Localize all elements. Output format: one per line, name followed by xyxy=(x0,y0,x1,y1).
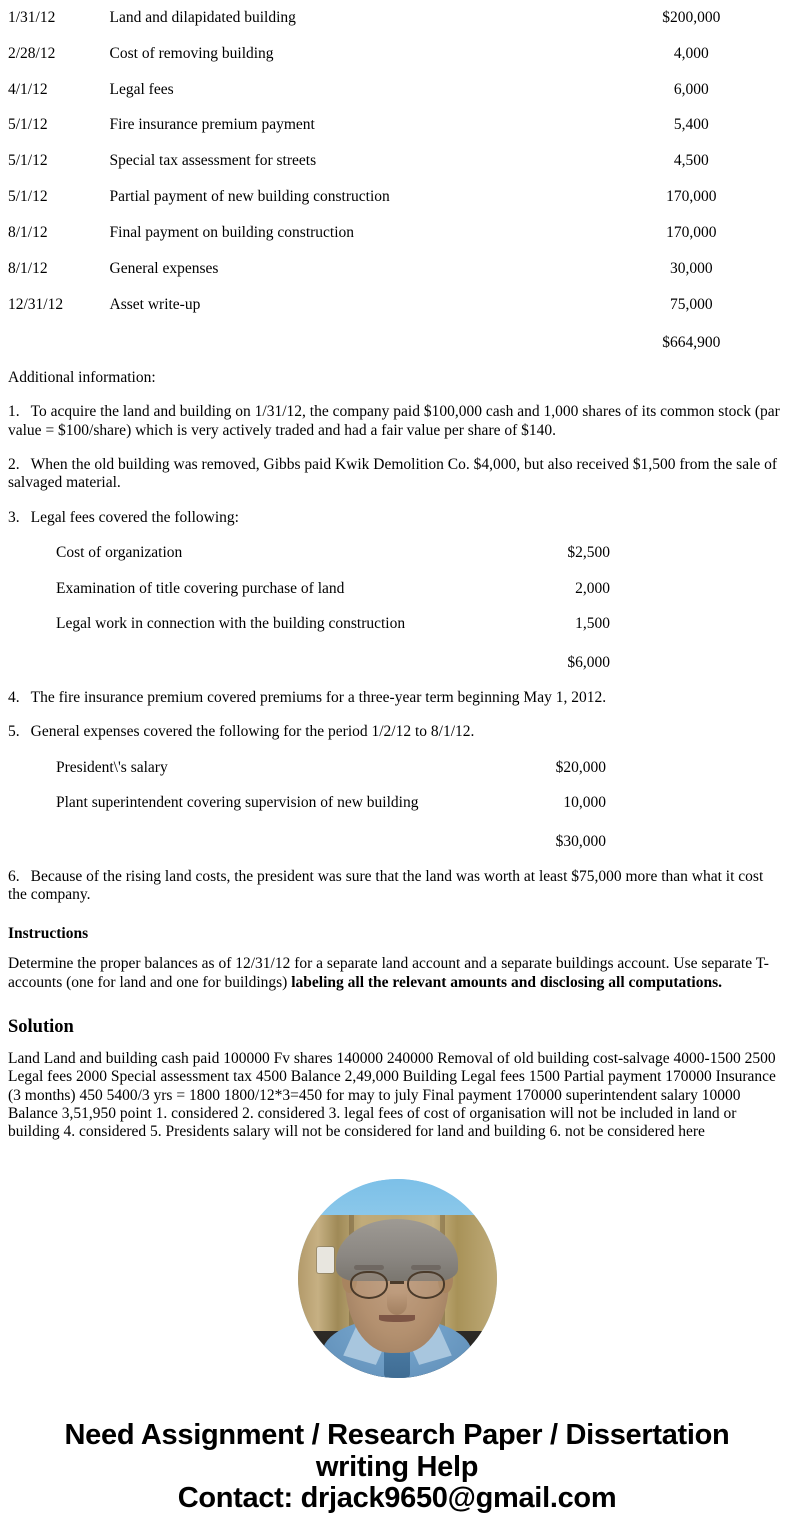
cost-row-date: 5/1/12 xyxy=(8,188,48,206)
cost-summary-table xyxy=(0,0,794,361)
promo-footer xyxy=(0,1378,794,1514)
general-expenses-total-amount: $30,000 xyxy=(555,833,606,851)
general-expense-label: President\'s salary xyxy=(56,758,168,776)
cost-row-amount: 75,000 xyxy=(670,295,713,313)
general-expense-amount: $20,000 xyxy=(555,758,606,776)
general-expenses-table xyxy=(0,750,794,860)
cost-row-amount: 170,000 xyxy=(666,223,717,241)
additional-info-item-2 xyxy=(0,448,794,501)
cost-row-amount: 170,000 xyxy=(666,188,717,206)
additional-info-item-6 xyxy=(0,860,794,913)
solution-heading: Solution xyxy=(8,1016,74,1037)
table-row xyxy=(0,785,794,821)
cost-row-description: Legal fees xyxy=(109,80,174,98)
table-row xyxy=(0,750,794,786)
legal-fees-total-row xyxy=(0,642,794,681)
cost-row-description: Fire insurance premium payment xyxy=(109,116,315,134)
table-row xyxy=(0,535,794,571)
cost-row-amount: 4,000 xyxy=(673,44,709,62)
cost-row-date: 5/1/12 xyxy=(8,116,48,134)
cost-row-description: General expenses xyxy=(109,259,219,277)
item-3-number: 3. xyxy=(8,508,20,526)
cost-row-date: 8/1/12 xyxy=(8,259,48,277)
cost-row-description: Partial payment of new building construction xyxy=(109,188,390,206)
general-expenses-table-body xyxy=(0,750,794,860)
photo-eyeglass-left xyxy=(350,1271,388,1299)
photo-eyebrow-right xyxy=(411,1265,441,1270)
instructions-heading: Instructions xyxy=(8,924,89,942)
promo-line-2: writing Help xyxy=(315,1450,479,1483)
table-row xyxy=(0,36,794,72)
photo-wall-switch xyxy=(317,1247,334,1273)
item-5-text: General expenses covered the following for the period 1/2/12 to 8/1/12. xyxy=(30,723,475,741)
cost-row-amount: $200,000 xyxy=(662,9,721,26)
table-row xyxy=(0,251,794,287)
cost-row-description: Asset write-up xyxy=(109,295,201,313)
cost-total-spacer-date xyxy=(0,322,110,361)
cost-row-date: 4/1/12 xyxy=(8,80,48,98)
photo-mouth xyxy=(379,1315,415,1322)
cost-table-body xyxy=(0,0,794,361)
general-expenses-total-row xyxy=(0,821,794,860)
additional-info-item-5 xyxy=(0,715,794,749)
item-5-number: 5. xyxy=(8,723,20,741)
additional-info-item-1 xyxy=(0,395,794,448)
legal-fee-amount: 2,000 xyxy=(575,579,610,597)
item-1-text: To acquire the land and building on 1/31/12, the company paid $100,000 cash and 1,000 shares of its common stock (par value = $100/share) which is very actively traded and had a fair value per share of $140. xyxy=(8,403,780,439)
additional-info-item-3 xyxy=(0,501,794,535)
item-6-number: 6. xyxy=(8,868,20,886)
cost-row-description: Cost of removing building xyxy=(109,44,274,62)
photo-eyeglass-bridge xyxy=(390,1281,404,1284)
legal-fee-amount: $2,500 xyxy=(567,543,610,561)
cost-row-amount: 30,000 xyxy=(670,259,713,277)
table-row xyxy=(0,179,794,215)
cost-row-amount: 5,400 xyxy=(673,116,709,134)
avatar-container xyxy=(0,1149,794,1378)
cost-row-description: Land and dilapidated building xyxy=(109,9,296,26)
table-row xyxy=(0,0,794,36)
item-4-text: The fire insurance premium covered premiums for a three-year term beginning May 1, 2012. xyxy=(30,689,607,707)
legal-fee-label: Examination of title covering purchase of land xyxy=(56,579,345,597)
cost-total-spacer-desc xyxy=(110,322,589,361)
table-row xyxy=(0,606,794,642)
cost-row-amount: 6,000 xyxy=(673,80,709,98)
promo-line-1: Need Assignment / Research Paper / Dissertation xyxy=(64,1419,730,1452)
additional-info-item-4 xyxy=(0,681,794,715)
promo-contact-email: Contact: drjack9650@gmail.com xyxy=(177,1482,617,1514)
item-2-number: 2. xyxy=(8,455,20,473)
table-row xyxy=(0,215,794,251)
legal-fees-table xyxy=(0,535,794,681)
general-expenses-total-spacer xyxy=(0,821,500,860)
cost-row-date: 2/28/12 xyxy=(8,44,56,62)
photo-eyebrow-left xyxy=(354,1265,384,1270)
table-row xyxy=(0,72,794,108)
cost-table-total-row xyxy=(0,322,794,361)
photo-nose xyxy=(387,1293,407,1315)
table-row xyxy=(0,107,794,143)
item-4-number: 4. xyxy=(8,689,20,707)
cost-row-date: 12/31/12 xyxy=(8,295,64,313)
item-2-text: When the old building was removed, Gibbs paid Kwik Demolition Co. $4,000, but also received $1,500 from the sale of salvaged material. xyxy=(8,455,778,492)
table-row xyxy=(0,571,794,607)
instructions-paragraph xyxy=(0,947,794,1000)
instructions-text-normal: Determine the proper balances as of 12/31/12 for a separate land account and a separate buildings account. Use separate T-accounts (one for land and one for buildings) xyxy=(8,955,769,991)
legal-fees-table-body xyxy=(0,535,794,681)
legal-fee-amount: 1,500 xyxy=(575,615,610,633)
cost-row-date: 5/1/12 xyxy=(8,152,48,170)
general-expense-amount: 10,000 xyxy=(563,794,606,812)
additional-information-heading: Additional information: xyxy=(8,369,156,387)
cost-row-amount: 4,500 xyxy=(673,152,709,170)
general-expense-label: Plant superintendent covering supervision of new building xyxy=(56,794,419,812)
legal-fees-total-spacer xyxy=(0,642,500,681)
table-row xyxy=(0,143,794,179)
item-6-text: Because of the rising land costs, the president was sure that the land was worth at least $75,000 more than what it cost the company. xyxy=(8,868,764,904)
legal-fees-total-amount: $6,000 xyxy=(567,654,610,672)
legal-fee-label: Legal work in connection with the building construction xyxy=(56,615,406,633)
instructions-text-bold: labeling all the relevant amounts and disclosing all computations. xyxy=(291,973,722,991)
solution-paragraph: Land Land and building cash paid 100000 Fv shares 140000 240000 Removal of old building cost-salvage 4000-1500 2500 Legal fees 2000 Special assessment tax 4500 Balance 2,49,000 Building Legal fees 1500 Partial payment 170000 Insurance (3 months) 450 5400/3 yrs = 1800 1800/12*3=450 for may to july Final payment 170000 superintendent salary 10000 Balance 3,51,950 point 1. considered 2. considered 3. legal fees of cost of organisation will not be included in land or building 4. considered 5. Presidents salary will not be considered for land and building 6. not be considered here xyxy=(8,1049,776,1141)
cost-row-description: Final payment on building construction xyxy=(109,223,355,241)
cost-row-date: 8/1/12 xyxy=(8,223,48,241)
cost-row-description: Special tax assessment for streets xyxy=(109,152,317,170)
table-row xyxy=(0,287,794,323)
avatar xyxy=(298,1179,497,1378)
item-1-number: 1. xyxy=(8,403,20,421)
item-3-text: Legal fees covered the following: xyxy=(30,508,239,526)
cost-table-total-amount: $664,900 xyxy=(662,334,721,352)
photo-eyeglass-right xyxy=(407,1271,445,1299)
cost-row-date: 1/31/12 xyxy=(8,9,56,26)
legal-fee-label: Cost of organization xyxy=(56,543,183,561)
